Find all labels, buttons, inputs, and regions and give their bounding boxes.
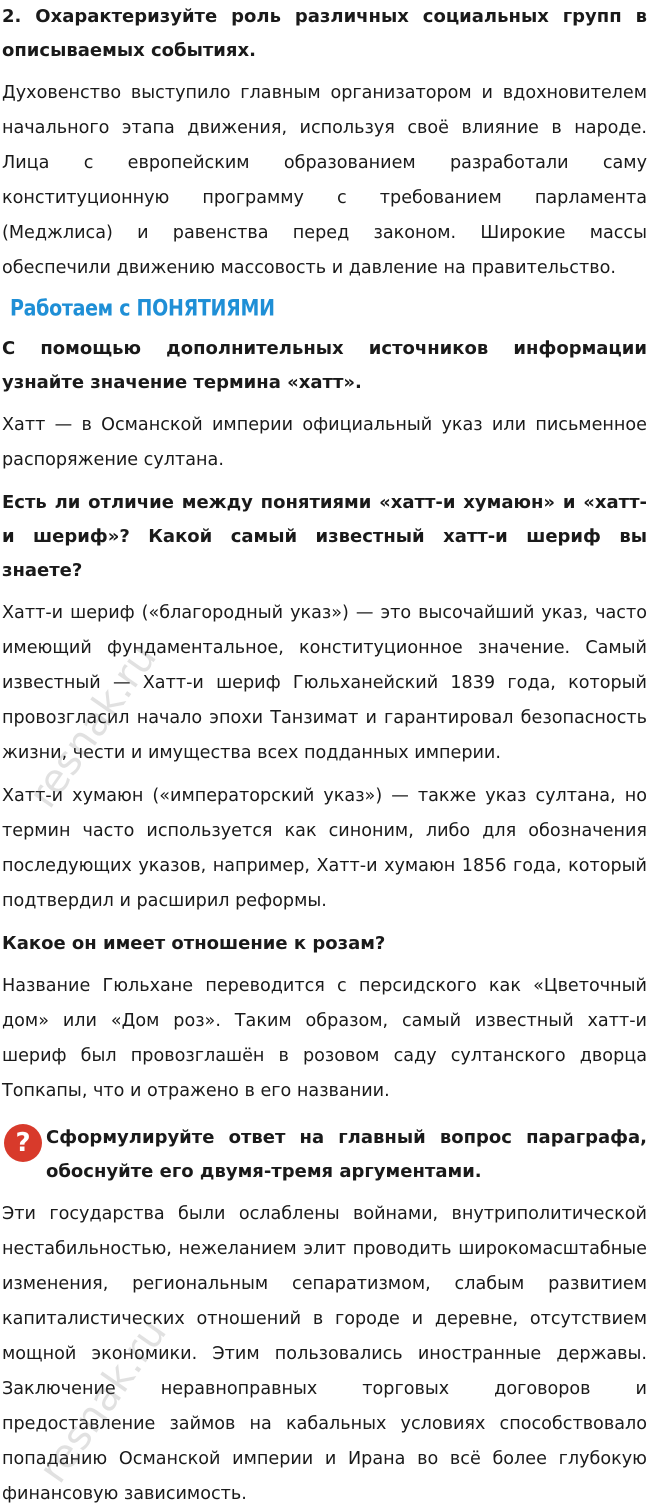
term-answer-1: Хатт — в Османской империи официальный указ или письменное распоряжение султана. [2,415,647,470]
term-question-2: Есть ли отличие между понятиями «хатт-и хумаюн» и «хатт-и шериф»? Какой самый известный хатт-и шериф вы знаете? [2,492,647,581]
term-answer-2-p1: Хатт-и шериф («благородный указ») — это высочайший указ, часто имеющий фундаментальное, конституционное значение. Самый известный — Хатт-и шериф Гюльханейский 1839 года, который провозгласил начало эпохи Танзимат и гарантировал безопасность жизни, чести и имущества всех подданных империи. [2,603,647,763]
main-question-block [2,1121,647,1189]
main-question: Сформулируйте ответ на главный вопрос параграфа, обоснуйте его двумя-тремя аргументами. [46,1127,647,1182]
watermark: resnak.ru [30,1310,176,1492]
term-answer-3: Название Гюльхане переводится с персидского как «Цветочный дом» или «Дом роз». Таким образом, самый известный хатт-и шериф был провозглашён в розовом саду султанского дворца Топкапы, что и отражено в его названии. [2,976,647,1101]
main-answer: Эти государства были ослаблены войнами, внутриполитической нестабильностью, нежеланием элит проводить широкомасштабные изменения, региональным сепаратизмом, слабым развитием капиталистических отношений в городе и деревне, отсутствием мощной экономики. Этим пользовались иностранные державы. Заключение неравноправных торговых договоров и предоставление займов на кабальных условиях способствовало попаданию Османской империи и Ирана во всё более глубокую финансовую зависимость. [2,1204,647,1504]
term-question-1: С помощью дополнительных источников информации узнайте значение термина «хатт». [2,338,647,393]
answer-2: Духовенство выступило главным организатором и вдохновителем начального этапа движения, используя своё влияние в народе. Лица с европейским образованием разработали саму конституционную программу с требованием парламента (Меджлиса) и равенства перед законом. Широкие массы обеспечили движению массовость и давление на правительство. [2,83,647,278]
question-2: 2. Охарактеризуйте роль различных социальных групп в описываемых событиях. [2,6,647,61]
term-answer-2-p2: Хатт-и хумаюн («императорский указ») — также указ султана, но термин часто используется как синоним, либо для обозначения последующих указов, например, Хатт-и хумаюн 1856 года, который подтвердил и расширил реформы. [2,786,647,911]
question-mark-icon: ? [4,1124,42,1162]
watermark: resnak.ru [20,635,166,817]
section-header-label: Работаем с ПОНЯТИЯМИ [10,296,275,322]
term-question-3: Какое он имеет отношение к розам? [2,933,386,954]
section-header-concepts [2,286,647,324]
